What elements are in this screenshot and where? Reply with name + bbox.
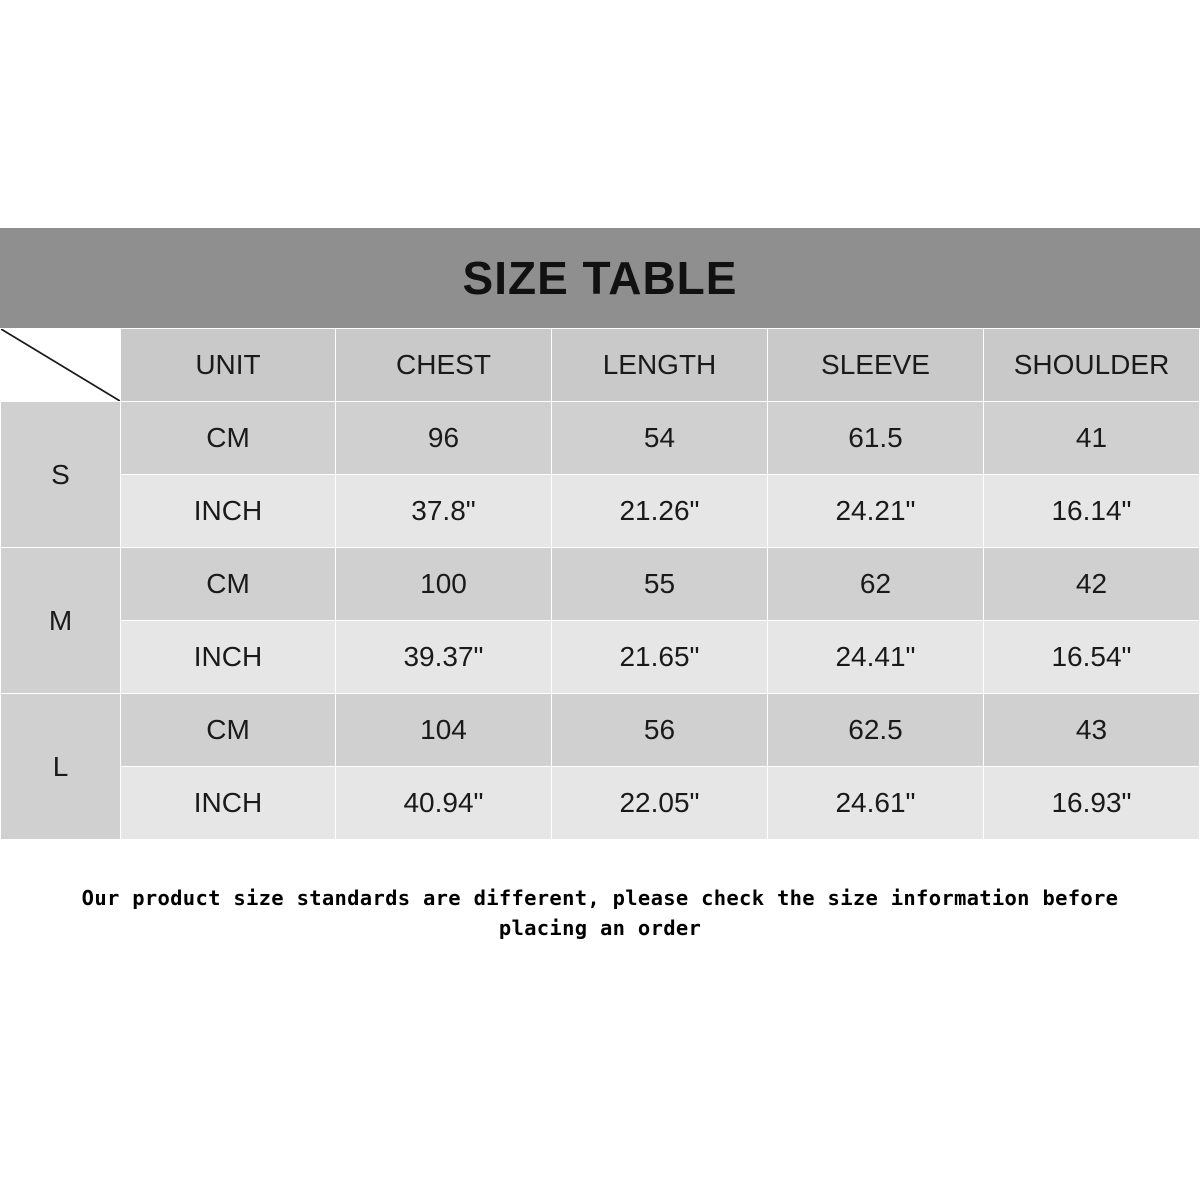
length-cell: 21.26" xyxy=(552,475,768,548)
size-label-s: S xyxy=(1,402,121,548)
column-header-sleeve: SLEEVE xyxy=(768,329,984,402)
note-line-2: placing an order xyxy=(498,915,702,940)
shoulder-cell: 41 xyxy=(984,402,1200,475)
chest-cell: 40.94" xyxy=(336,767,552,840)
page-title: SIZE TABLE xyxy=(462,252,738,304)
table-row xyxy=(1,621,1200,694)
table-header-row xyxy=(1,329,1200,402)
chest-cell: 37.8" xyxy=(336,475,552,548)
table-row xyxy=(1,475,1200,548)
shoulder-cell: 16.54" xyxy=(984,621,1200,694)
length-cell: 54 xyxy=(552,402,768,475)
sleeve-cell: 24.21" xyxy=(768,475,984,548)
sleeve-cell: 61.5 xyxy=(768,402,984,475)
size-table-container xyxy=(0,228,1200,840)
chest-cell: 39.37" xyxy=(336,621,552,694)
note-line-1: Our product size standards are different, please check the size information before xyxy=(81,886,1119,910)
column-header-length: LENGTH xyxy=(552,329,768,402)
unit-cell: CM xyxy=(121,402,336,475)
sleeve-cell: 62.5 xyxy=(768,694,984,767)
column-header-unit: UNIT xyxy=(121,329,336,402)
column-header-chest: CHEST xyxy=(336,329,552,402)
unit-cell: INCH xyxy=(121,767,336,840)
length-cell: 55 xyxy=(552,548,768,621)
size-label-m: M xyxy=(1,548,121,694)
shoulder-cell: 16.14" xyxy=(984,475,1200,548)
chest-cell: 104 xyxy=(336,694,552,767)
length-cell: 21.65" xyxy=(552,621,768,694)
chest-cell: 96 xyxy=(336,402,552,475)
size-label-l: L xyxy=(1,694,121,840)
unit-cell: CM xyxy=(121,694,336,767)
table-row xyxy=(1,694,1200,767)
shoulder-cell: 16.93" xyxy=(984,767,1200,840)
table-row xyxy=(1,548,1200,621)
unit-cell: CM xyxy=(121,548,336,621)
size-table-title-bar xyxy=(0,228,1200,328)
column-header-shoulder: SHOULDER xyxy=(984,329,1200,402)
size-table xyxy=(0,328,1200,840)
sleeve-cell: 24.41" xyxy=(768,621,984,694)
shoulder-cell: 43 xyxy=(984,694,1200,767)
chest-cell: 100 xyxy=(336,548,552,621)
size-disclaimer-note xyxy=(0,884,1200,943)
unit-cell: INCH xyxy=(121,475,336,548)
length-cell: 22.05" xyxy=(552,767,768,840)
table-row xyxy=(1,402,1200,475)
table-row xyxy=(1,767,1200,840)
length-cell: 56 xyxy=(552,694,768,767)
unit-cell: INCH xyxy=(121,621,336,694)
sleeve-cell: 24.61" xyxy=(768,767,984,840)
corner-diagonal-icon xyxy=(1,329,121,402)
shoulder-cell: 42 xyxy=(984,548,1200,621)
sleeve-cell: 62 xyxy=(768,548,984,621)
